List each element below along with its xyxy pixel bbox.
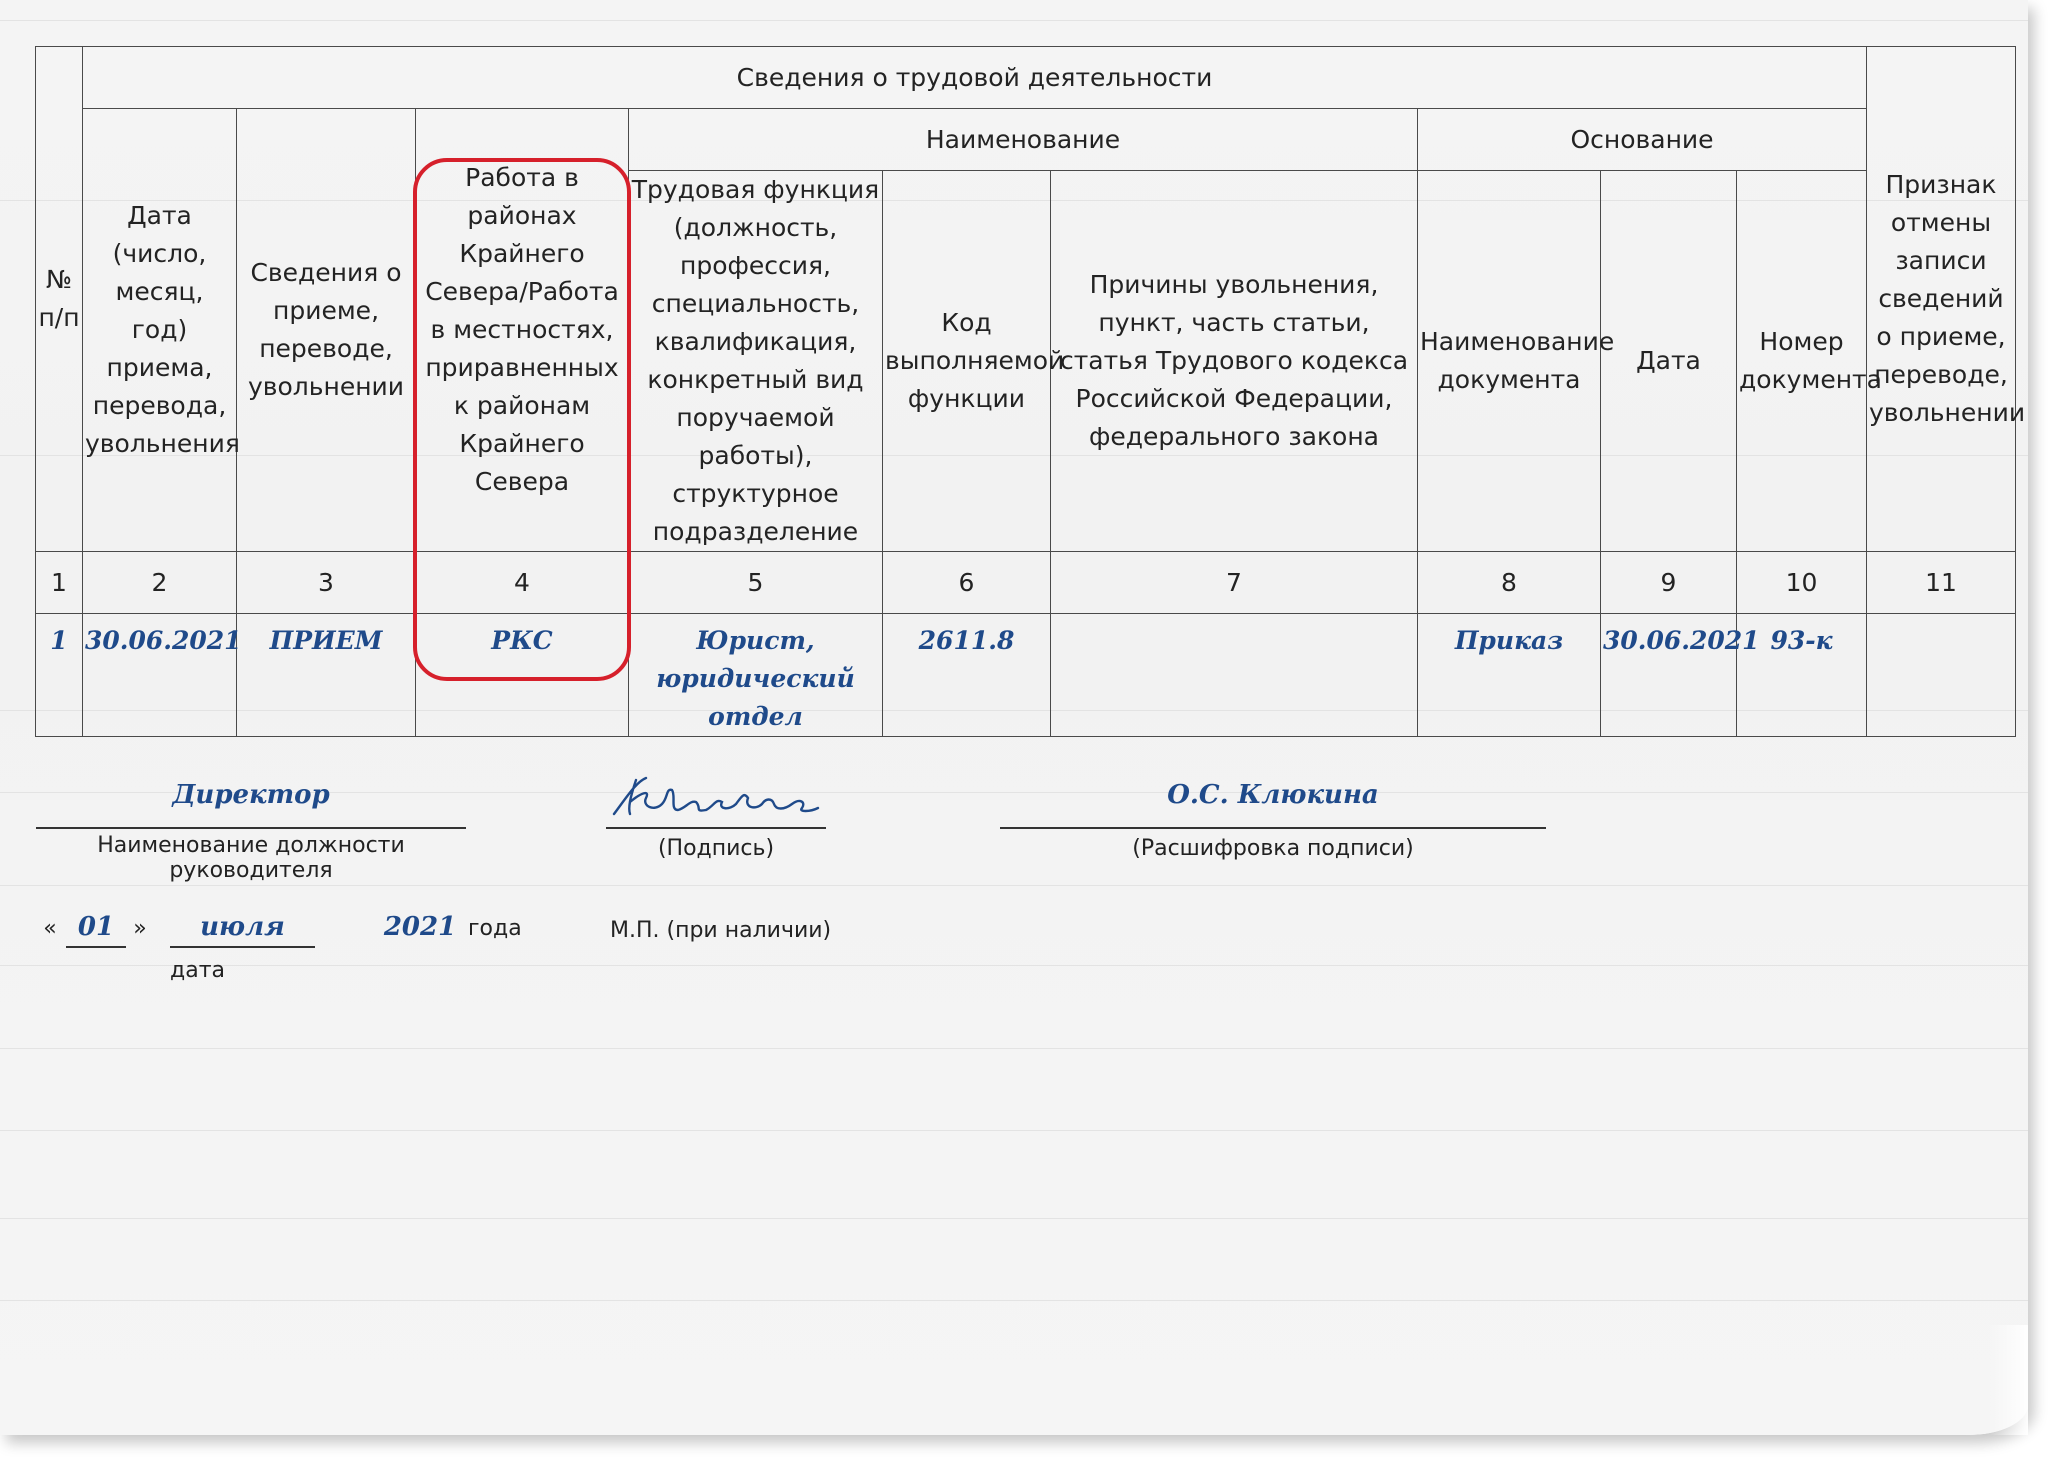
column-number: 3	[237, 552, 416, 614]
header-group-basis: Основание	[1418, 109, 1867, 171]
paper-ruling	[0, 1048, 2028, 1049]
paper-ruling	[0, 1130, 2028, 1131]
date-month: июля	[200, 912, 285, 942]
stamp-place-label: М.П. (при наличии)	[610, 918, 832, 943]
cell-function-code: 2611.8	[883, 614, 1051, 737]
date-day-underline	[66, 946, 126, 948]
header-number: № п/п	[36, 47, 83, 552]
position-label: Наименование должности руководителя	[97, 833, 405, 883]
paper-ruling	[0, 20, 2028, 21]
position-underline	[36, 827, 466, 829]
column-number: 2	[83, 552, 237, 614]
signature-graphic	[606, 768, 826, 826]
column-number: 4	[416, 552, 629, 614]
cell-far-north: РКС	[416, 614, 629, 737]
paper-ruling	[0, 885, 2028, 886]
cell-event: ПРИЕМ	[237, 614, 416, 737]
signature-underline	[606, 827, 826, 829]
paper-ruling	[0, 965, 2028, 966]
header-labor-function: Трудовая функция (должность, профессия, специальность, квалификация, конкретный вид поручаемой работы), структурное подразделение	[629, 171, 883, 552]
column-number: 9	[1601, 552, 1737, 614]
paper-ruling	[0, 1218, 2028, 1219]
signature-label: (Подпись)	[657, 836, 775, 861]
cell-number: 1	[36, 614, 83, 737]
header-dismissal-reason: Причины увольнения, пункт, часть статьи, статья Трудового кодекса Российской Федерации, федерального закона	[1051, 171, 1418, 552]
cell-doc-date: 30.06.2021	[1601, 614, 1737, 737]
date-year: 2021	[383, 912, 457, 942]
column-number: 1	[36, 552, 83, 614]
header-doc-date: Дата	[1601, 171, 1737, 552]
column-number: 5	[629, 552, 883, 614]
column-number: 11	[1867, 552, 2016, 614]
date-year-word: года	[468, 916, 522, 941]
date-month-underline	[170, 946, 315, 948]
far-north-highlight	[413, 158, 631, 681]
employment-records-table	[35, 46, 2026, 737]
column-number: 10	[1737, 552, 1867, 614]
cell-date: 30.06.2021	[83, 614, 237, 737]
decode-label: (Расшифровка подписи)	[1132, 836, 1414, 861]
cell-cancel-flag	[1867, 614, 2016, 737]
column-number: 7	[1051, 552, 1418, 614]
header-group-name: Наименование	[629, 109, 1418, 171]
column-number: 6	[883, 552, 1051, 614]
decode-underline	[1000, 827, 1546, 829]
date-open-quote: «	[43, 916, 57, 941]
header-far-north: Работа в районах Крайнего Севера/Работа в местностях, приравненных к районам Крайнего Севера	[416, 109, 629, 552]
date-day: 01	[77, 912, 115, 942]
date-close-quote: »	[133, 916, 147, 941]
cell-doc-name: Приказ	[1418, 614, 1601, 737]
header-function-code: Код выполняемой функции	[883, 171, 1051, 552]
column-number: 8	[1418, 552, 1601, 614]
cell-doc-number: 93-к	[1737, 614, 1867, 737]
paper-ruling	[0, 1300, 2028, 1301]
table-row	[36, 614, 2016, 737]
cell-dismissal-reason	[1051, 614, 1418, 737]
header-doc-name: Наименование документа	[1418, 171, 1601, 552]
header-cancel-flag: Признак отмены записи сведений о приеме, переводе, увольнении	[1867, 47, 2016, 552]
position-value: Директор	[172, 780, 330, 810]
header-event: Сведения о приеме, переводе, увольнении	[237, 109, 416, 552]
cell-labor-function: Юрист, юридический отдел	[629, 614, 883, 737]
signature-handwriting	[606, 768, 826, 826]
column-numbers-row	[36, 552, 2016, 614]
header-date: Дата (число, месяц, год) приема, перевода, увольнения	[83, 109, 237, 552]
page-curl	[1988, 1325, 2028, 1435]
header-doc-number: Номер документа	[1737, 171, 1867, 552]
table-title: Сведения о трудовой деятельности	[83, 47, 1867, 109]
decode-value: О.С. Клюкина	[1167, 780, 1379, 810]
date-month-label: дата	[170, 958, 225, 983]
